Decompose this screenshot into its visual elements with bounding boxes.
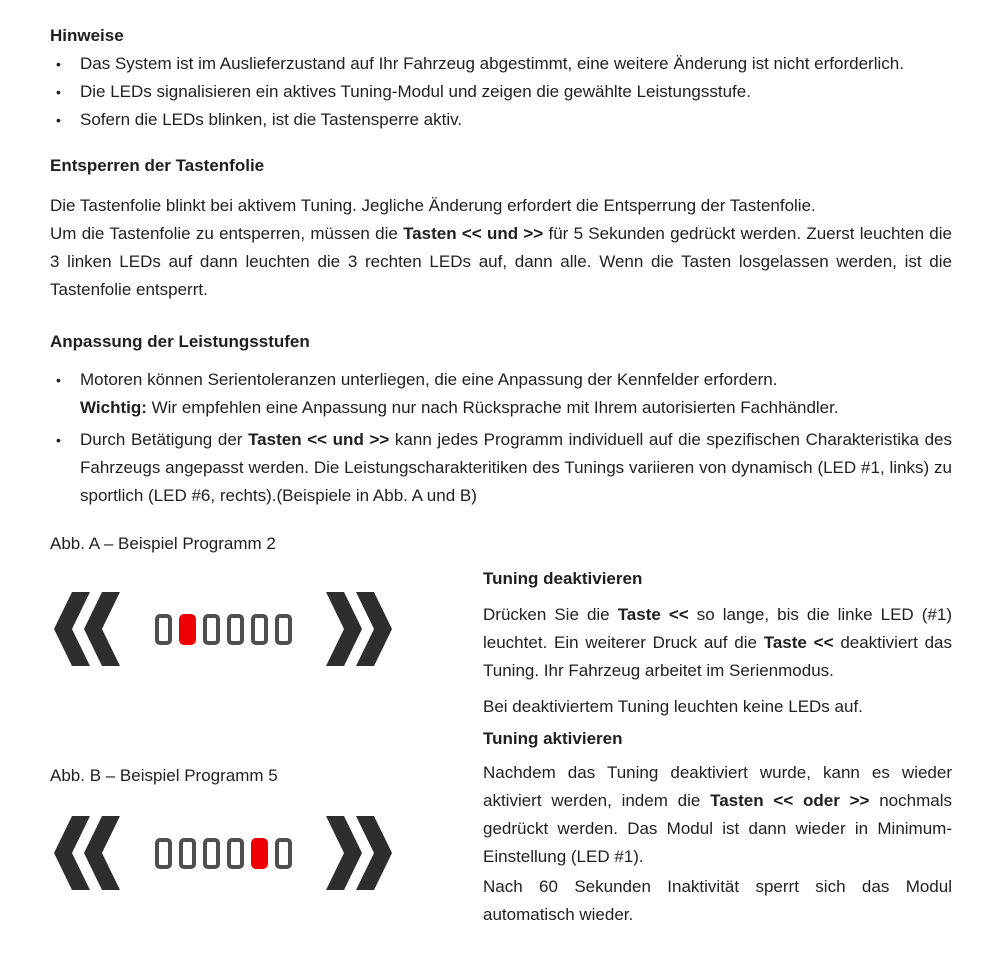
bullet-item	[50, 366, 952, 422]
bullet-marker: •	[56, 372, 61, 388]
bullet-marker: •	[56, 112, 61, 128]
double-chevron-right-icon	[326, 816, 392, 890]
led-indicator	[227, 614, 244, 645]
double-chevron-right-icon	[326, 592, 392, 666]
aktivieren-note: Nach 60 Sekunden Inaktivität sperrt sich das Modul automatisch wieder.	[483, 877, 952, 924]
bullet-text: Die LEDs signalisieren ein aktives Tuning-Modul und zeigen die gewählte Leistungsstufe.	[80, 82, 751, 101]
figure-a	[54, 592, 392, 666]
bullet-marker: •	[56, 432, 61, 448]
figures-column	[50, 530, 483, 929]
bullet-text: Sofern die LEDs blinken, ist die Tastensperre aktiv.	[80, 110, 463, 129]
led-row	[155, 838, 292, 869]
bullet-marker: •	[56, 84, 61, 100]
section-hinweise	[50, 22, 952, 134]
led-indicator-active	[251, 838, 268, 869]
led-indicator	[251, 614, 268, 645]
bullet-item	[50, 426, 952, 510]
led-indicator	[275, 838, 292, 869]
section-title-hinweise: Hinweise	[50, 26, 124, 45]
bullet-text: Motoren können Serientoleranzen unterliegen, die eine Anpassung der Kennfelder erfordern. Wichtig: Wir empfehlen eine Anpassung nur nach Rücksprache mit Ihrem autorisierten Fachhändler.	[80, 370, 839, 417]
bullet-marker: •	[56, 56, 61, 72]
figure-b	[54, 816, 392, 890]
led-row	[155, 614, 292, 645]
bullet-text: Durch Betätigung der Tasten << und >> kann jedes Programm individuell auf die spezifischen Charakteristika des Fahrzeugs angepasst werden. Die Leistungscharakteritiken des Tunings variieren von dynamisch (LED #1, links) zu sportlich (LED #6, rechts).(Beispiele in Abb. A und B)	[80, 430, 952, 505]
bullet-item	[50, 106, 952, 134]
led-indicator	[203, 614, 220, 645]
section-entsperren	[50, 152, 952, 304]
section-title-entsperren: Entsperren der Tastenfolie	[50, 156, 265, 175]
led-indicator	[203, 838, 220, 869]
figure-b-label: Abb. B – Beispiel Programm 5	[50, 766, 278, 785]
entsperren-paragraph: Um die Tastenfolie zu entsperren, müssen die Tasten << und >> für 5 Sekunden gedrückt werden. Zuerst leuchten die 3 linken LEDs auf dann leuchten die 3 rechten LEDs auf, dann alle. Wenn die Tasten losgelassen werden, ist die Tastenfolie entsperrt.	[50, 224, 952, 299]
heading-tuning-deaktivieren: Tuning deaktivieren	[483, 569, 643, 588]
entsperren-intro-line: Die Tastenfolie blinkt bei aktivem Tuning. Jegliche Änderung erfordert die Entsperrung der Tastenfolie.	[50, 196, 816, 215]
bullet-text: Das System ist im Auslieferzustand auf Ihr Fahrzeug abgestimmt, eine weitere Änderung ist nicht erforderlich.	[80, 54, 904, 73]
tuning-text-column	[483, 530, 952, 929]
led-indicator	[179, 838, 196, 869]
led-indicator	[155, 838, 172, 869]
section-title-anpassung: Anpassung der Leistungsstufen	[50, 332, 310, 351]
double-chevron-left-icon	[54, 816, 120, 890]
bullet-item	[50, 50, 952, 78]
led-indicator	[275, 614, 292, 645]
deaktivieren-note: Bei deaktiviertem Tuning leuchten keine LEDs auf.	[483, 697, 863, 716]
led-indicator-active	[179, 614, 196, 645]
deaktivieren-paragraph: Drücken Sie die Taste << so lange, bis die linke LED (#1) leuchtet. Ein weiterer Druck auf die Taste << deaktiviert das Tuning. Ihr Fahrzeug arbeitet im Serienmodus.	[483, 605, 952, 680]
aktivieren-paragraph: Nachdem das Tuning deaktiviert wurde, kann es wieder aktiviert werden, indem die Tasten << oder >> nochmals gedrückt werden. Das Modul ist dann wieder in Minimum-Einstellung (LED #1).	[483, 763, 952, 866]
heading-tuning-aktivieren: Tuning aktivieren	[483, 729, 623, 748]
two-column-area	[50, 530, 952, 929]
led-indicator	[155, 614, 172, 645]
double-chevron-left-icon	[54, 592, 120, 666]
led-indicator	[227, 838, 244, 869]
bullet-item	[50, 78, 952, 106]
section-anpassung	[50, 328, 952, 510]
figure-a-label: Abb. A – Beispiel Programm 2	[50, 534, 276, 553]
